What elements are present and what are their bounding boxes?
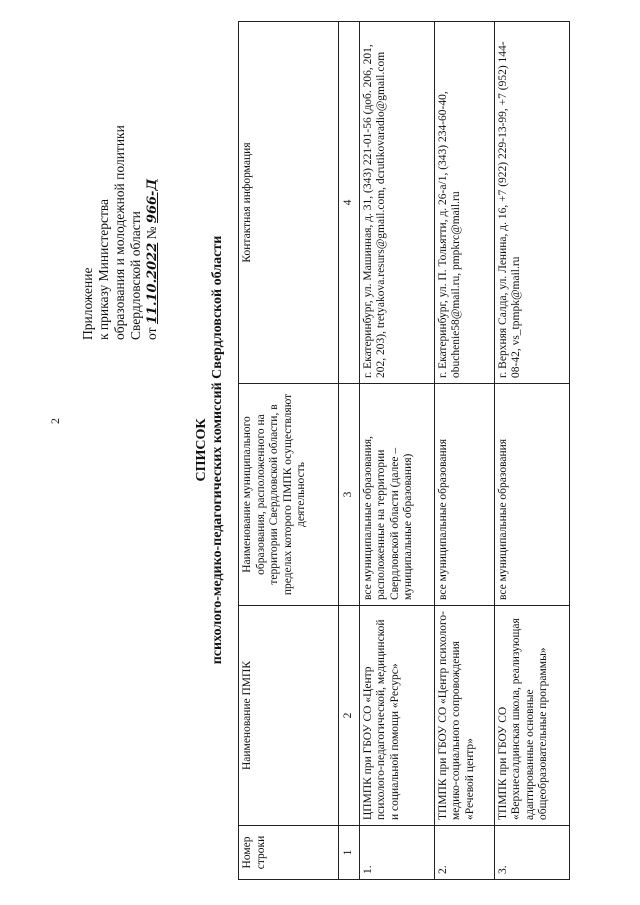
column-number: 3 — [339, 384, 360, 606]
table-row — [359, 22, 434, 880]
page-number: 2 — [48, 418, 62, 424]
column-numbers-row — [339, 22, 360, 880]
row-number: 2. — [434, 826, 494, 880]
title-line: СПИСОК — [194, 418, 209, 482]
column-header: Наименование муниципального образования, расположенного на территории Свердловской области, в пределах которого ПМПК осуществляют деятельность — [239, 384, 339, 606]
appendix-line: Приложение — [80, 267, 95, 340]
row-number: 1. — [359, 826, 434, 880]
appendix-block — [80, 40, 161, 340]
table-row — [494, 22, 569, 880]
contact-info: г. Екатеринбург, ул. Машинная, д. 31, (343) 221-01-56 (доб. 206, 201, 202, 203), tretyakova.resurs@gmail.com, dcrutikovaradio@gmail.com — [359, 22, 434, 384]
column-number: 2 — [339, 606, 360, 826]
column-header: Контактная информация — [239, 22, 339, 384]
appendix-line: Свердловской области — [128, 211, 143, 340]
column-header: Наименование ПМПК — [239, 606, 339, 826]
column-number: 4 — [339, 22, 360, 384]
date-prefix: от — [144, 327, 159, 340]
order-date: 11.10.2022 — [145, 242, 160, 325]
municipal-area: все муниципальные образования, расположенные на территории Свердловской области (далее – муниципальные образования) — [359, 384, 434, 606]
commission-name: ТПМПК при ГБОУ СО «Центр психолого-медико-социального сопровождения «Речевой центр» — [434, 606, 494, 826]
table-header-row — [239, 22, 339, 880]
number-prefix: № — [144, 226, 159, 240]
order-date-number-line — [144, 40, 161, 340]
document-page — [70, 20, 590, 880]
municipal-area: все муниципальные образования — [434, 384, 494, 606]
commission-name: ТПМПК при ГБОУ СО «Верхнесалдинская школа, реализующая адаптированные основные общеобразовательные программы» — [494, 606, 569, 826]
appendix-line: образования и молодежной политики — [112, 125, 127, 340]
document-title — [194, 20, 226, 880]
order-number: 966-Д — [145, 178, 160, 224]
commission-name: ЦПМПК при ГБОУ СО «Центр психолого-педагогической, медицинской и социальной помощи «Ресурс» — [359, 606, 434, 826]
title-subtitle: психолого-медико-педагогических комиссий Свердловской области — [210, 235, 225, 665]
contact-info: г. Екатеринбург, ул. П. Тольятти, д. 26-а/1, (343) 234-60-40, obuchenie58@mail.ru, pmpkrc@mail.ru — [434, 22, 494, 384]
appendix-line: к приказу Министерства — [96, 198, 111, 340]
column-number: 1 — [339, 826, 360, 880]
municipal-area: все муниципальные образования — [494, 384, 569, 606]
commissions-table — [238, 21, 570, 880]
table-row — [434, 22, 494, 880]
column-header: Номер строки — [239, 826, 339, 880]
contact-info: г. Верхняя Салда, ул. Ленина, д. 16, +7 (922) 229-13-99, +7 (952) 144-08-42, vs_tpmpk@mail.ru — [494, 22, 569, 384]
row-number: 3. — [494, 826, 569, 880]
